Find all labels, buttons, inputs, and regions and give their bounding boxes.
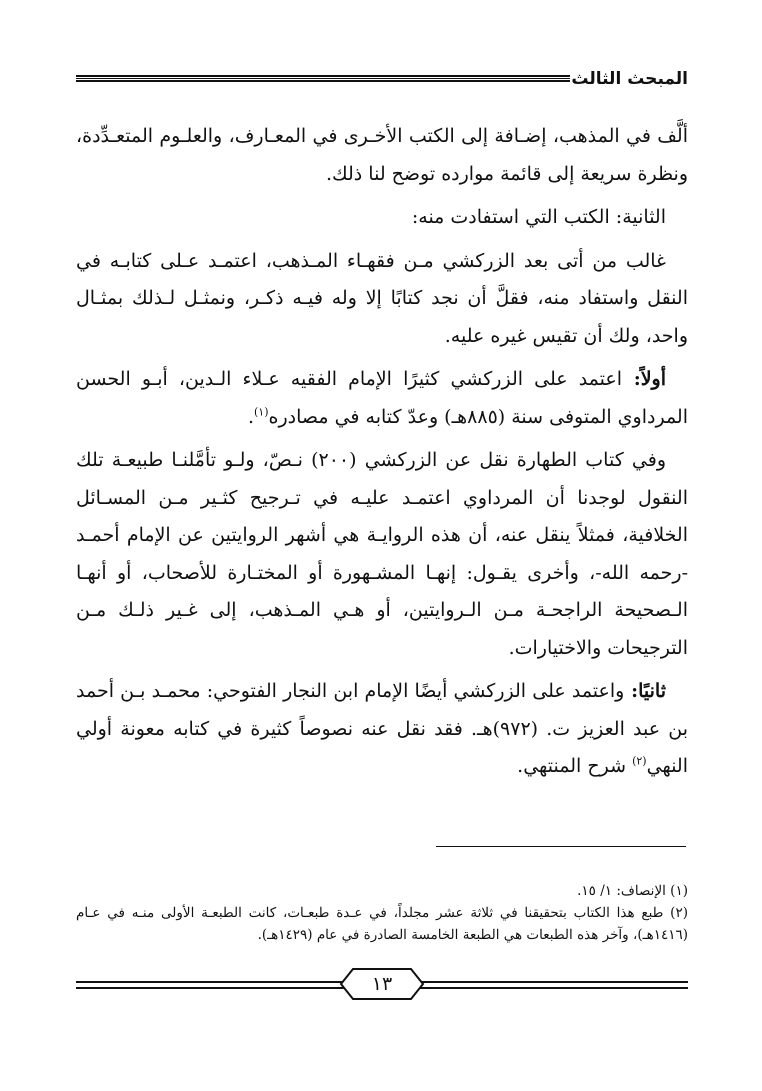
paragraph-lead: ثانيًا: [624,680,666,702]
footnote: (١) الإنصاف: ١/ ١٥. [577,883,688,899]
paragraph-text: ألَّف في المذهب، إضـافة إلى الكتب الأخـرى في المعـارف، والعلـوم المتعـدِّدة، ونظرة سريعة إلى قائمة موارده توضح لنا ذلك. [76,125,688,185]
paragraph: أولاً: اعتمد على الزركشي كثيرًا الإمام الفقيه عـلاء الـدين، أبـو الحسن المرداوي المتوفى سنة (٨٨٥هـ) وعدّ كتابه في مصادره$^{(١)}$. [76,368,688,428]
chapter-title: المبحث الثالث [571,69,688,89]
body-text [76,118,688,792]
paragraph [76,118,688,193]
paragraph [76,673,688,786]
paragraph-text: غالب من أتى بعد الزركشي مـن فقهـاء المـذهب، اعتمـد عـلى كتابـه في النقل واستفاد منه، فقلَّ أن نجد كتابًا إلا وله فيـه ذكـر، ونمثـل لـذلك بمثـال واحد، ولك أن تقيس غيره عليه. [76,249,688,347]
footnote: (٢) طبع هذا الكتاب بتحقيقنا في ثلاثة عشر مجلداً، في عـدة طبعـات، كانت الطبعـة الأولى منـه في عـام (١٤١٦هـ)، وآخر هذه الطبعات هي الطبعة الخامسة الصادرة في عام (١٤٢٩هـ). [76,905,688,943]
paragraph [76,442,688,667]
paragraph-text: الكتب التي استفادت منه: [411,206,610,228]
paragraph [76,243,688,356]
paragraph-lead: الثانية: [609,206,666,228]
footnotes [76,880,688,946]
footnote-separator [436,846,686,847]
footnote-ref[interactable]: (٢) [632,754,647,768]
paragraph-text: وفي كتاب الطهارة نقل عن الزركشي (٢٠٠) نـصّ، ولـو تأمَّلنـا طبيعـة تلك النقول لوجدنا أن المرداوي اعتمـد عليـه في تـرجيح كثـير مـن المسـائل الخلافية، فمثلاً ينقل عنه، أن هذه الروايـة هي أشهر الروايتين عن الإمام أحمـد -رحمه الله-، وأخرى يقـول: إنهـا المشـهورة أو المختـارة للأصحاب، أو أنهـا الـصحيحة الراجحـة مـن الـروايتين، أو هـي المـذهب، إلى غـير ذلـك مـن الترجيحات والاختيارات. [76,449,688,659]
page-number-frame [339,967,425,1001]
paragraph-text: واعتمد على الزركشي أيضًا الإمام ابن النجار الفتوحي: محمـد بـن أحمد بن عبد العزيز ت. (٩٧٢)هـ. فقد نقل عنه نصوصاً كثيرة في كتابه معونة أولي النهي [76,680,689,777]
paragraph-text: اعتمد على الزركشي كثيرًا الإمام الفقيه عـلاء الـدين، أبـو الحسن المرداوي المتوفى سنة (٨٨٥هـ) وعدّ كتابه في مصادره [76,368,688,428]
footnote-ref[interactable]: (١) [254,405,269,419]
paragraph-tail: شرح المنتهي. [517,755,633,777]
paragraph [76,199,688,237]
running-header [76,66,688,92]
page-number-ornament [76,965,688,1005]
page-number: ١٣ [371,973,393,995]
header-rule [76,75,570,82]
paragraph-lead: أولاً: [622,368,667,390]
